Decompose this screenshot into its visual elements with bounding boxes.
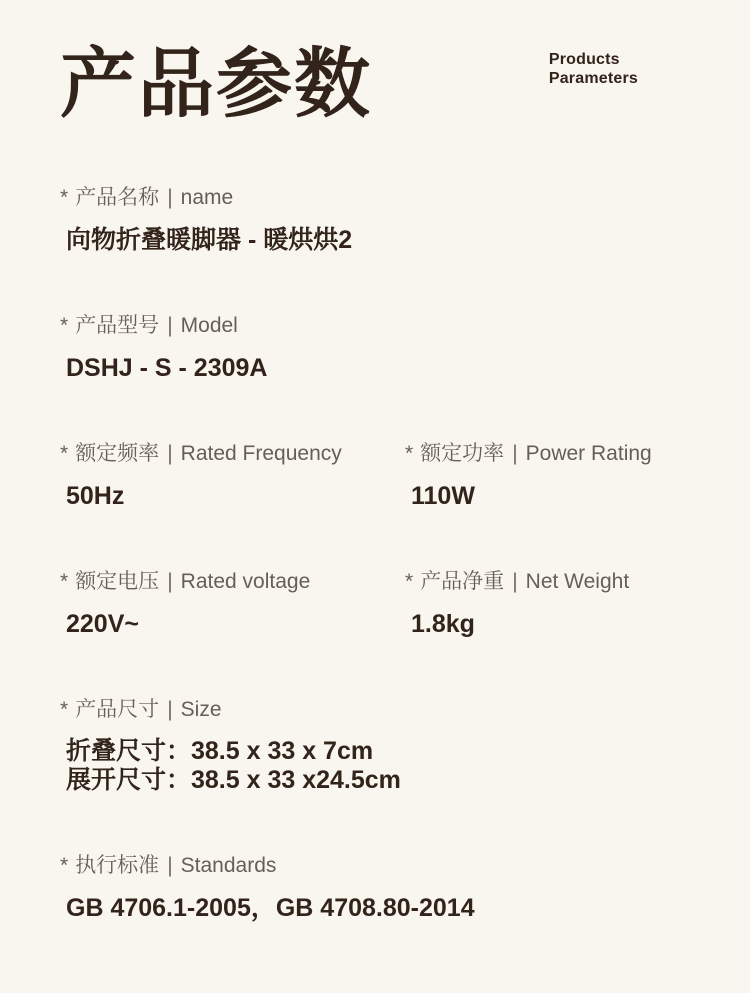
page-subtitle — [549, 50, 638, 88]
field-value: 1.8kg — [411, 610, 475, 638]
field-model — [60, 312, 690, 383]
required-marker: * — [60, 314, 69, 337]
label-separator: | — [512, 570, 518, 593]
field-label — [60, 696, 690, 724]
required-marker: * — [60, 186, 69, 209]
label-separator: | — [167, 698, 173, 721]
field-label-en: Model — [180, 314, 238, 337]
field-label-zh: 产品净重 — [420, 570, 505, 593]
field-label-en: Net Weight — [525, 570, 630, 593]
field-value: 220V~ — [66, 610, 139, 638]
field-label — [60, 184, 690, 212]
label-separator: | — [167, 854, 173, 877]
field-label-zh: 产品名称 — [75, 186, 160, 209]
fields-list — [0, 184, 750, 923]
field-label — [60, 440, 405, 468]
page-header — [0, 0, 750, 126]
label-separator: | — [167, 314, 173, 337]
field-label-en: name — [180, 186, 234, 209]
required-marker: * — [405, 570, 414, 593]
field-label — [60, 312, 690, 340]
size-folded-line: 折叠尺寸：38.5 x 33 x 7cm — [66, 737, 374, 765]
field-label — [60, 568, 405, 596]
field-label-en: Rated voltage — [180, 570, 311, 593]
field-label-zh: 额定频率 — [75, 442, 160, 465]
field-value: 向物折叠暖脚器 - 暖烘烘2 — [66, 226, 353, 254]
field-power-rating — [405, 440, 690, 511]
field-value: 110W — [411, 482, 475, 510]
field-standards — [60, 852, 690, 923]
field-label — [405, 440, 690, 468]
field-rated-voltage — [60, 568, 405, 639]
field-row-voltage-weight — [60, 568, 690, 639]
field-value: GB 4706.1-2005，GB 4708.80-2014 — [66, 894, 475, 922]
field-rated-frequency — [60, 440, 405, 511]
label-separator: | — [512, 442, 518, 465]
field-size — [60, 696, 690, 795]
label-separator: | — [167, 570, 173, 593]
field-label-zh: 产品型号 — [75, 314, 160, 337]
field-label-en: Rated Frequency — [180, 442, 342, 465]
subtitle-line-1: Products — [548, 51, 620, 68]
field-value: 50Hz — [66, 482, 125, 510]
required-marker: * — [60, 854, 69, 877]
field-label-en: Power Rating — [525, 442, 652, 465]
field-label-zh: 产品尺寸 — [75, 698, 160, 721]
field-label-zh: 额定功率 — [420, 442, 505, 465]
field-label-en: Size — [180, 698, 222, 721]
label-separator: | — [167, 186, 173, 209]
field-net-weight — [405, 568, 690, 639]
required-marker: * — [60, 570, 69, 593]
field-row-frequency-power — [60, 440, 690, 511]
field-value — [60, 737, 690, 795]
required-marker: * — [60, 442, 69, 465]
required-marker: * — [405, 442, 414, 465]
field-label-zh: 执行标准 — [75, 854, 160, 877]
subtitle-line-2: Parameters — [548, 70, 638, 87]
field-value: DSHJ - S - 2309A — [66, 354, 268, 382]
page-title: 产品参数 — [60, 42, 372, 127]
field-label — [60, 852, 690, 880]
required-marker: * — [60, 698, 69, 721]
field-label-en: Standards — [180, 854, 277, 877]
size-unfolded-line: 展开尺寸：38.5 x 33 x24.5cm — [66, 766, 401, 794]
field-label — [405, 568, 690, 596]
field-product-name — [60, 184, 690, 255]
field-label-zh: 额定电压 — [75, 570, 160, 593]
label-separator: | — [167, 442, 173, 465]
